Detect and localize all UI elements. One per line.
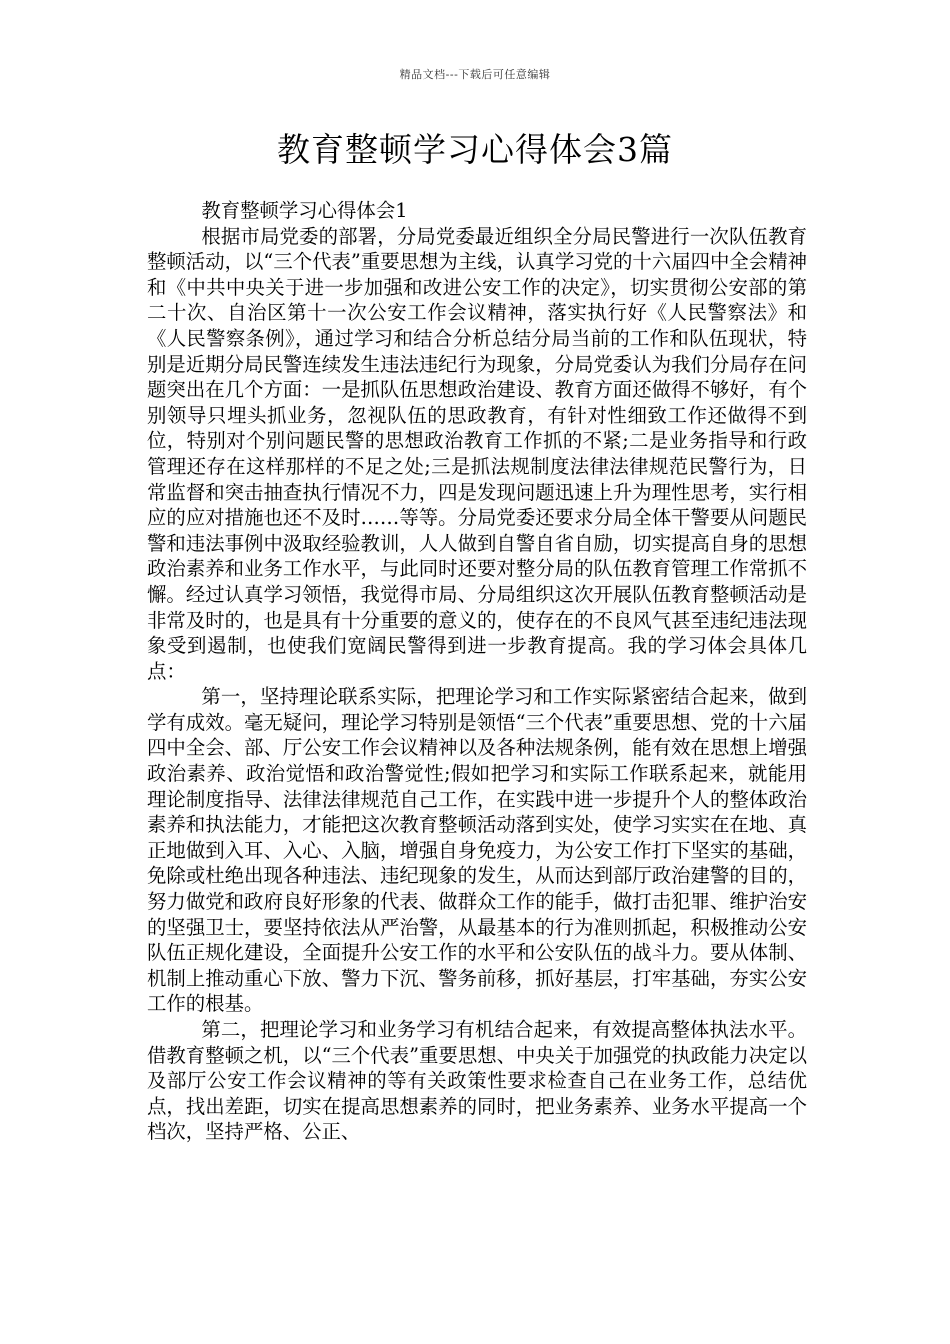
paragraph-3: 第二，把理论学习和业务学习有机结合起来，有效提高整体执法水平。借教育整顿之机，以“三个代表”重要思想、中央关于加强党的执政能力决定以及部厅公安工作会议精神的等有关政策性要求检查自己在业务工作，总结优点，找出差距，切实在提高思想素养的同时，把业务素养、业务水平提高一个档次，坚持严格、公正、: [147, 1018, 807, 1144]
document-title: 教育整顿学习心得体会3篇: [277, 130, 673, 169]
header-note: 精品文档---下载后可任意编辑: [399, 68, 551, 81]
document-body: [147, 198, 807, 1145]
section-title: 教育整顿学习心得体会1: [201, 199, 408, 222]
paragraph-2: 第一，坚持理论联系实际，把理论学习和工作实际紧密结合起来，做到学有成效。毫无疑问，理论学习特别是领悟“三个代表”重要思想、党的十六届四中全会、部、厅公安工作会议精神以及各种法规条例，能有效在思想上增强政治素养、政治觉悟和政治警觉性;假如把学习和实际工作联系起来，就能用理论制度指导、法律法律规范自己工作，在实践中进一步提升个人的整体政治素养和执法能力，才能把这次教育整顿活动落到实处，使学习实实在在地、真正地做到入耳、入心、入脑，增强自身免疫力，为公安工作打下坚实的基础，免除或杜绝出现各种违法、违纪现象的发生，从而达到部厅政治建警的目的，努力做党和政府良好形象的代表、做群众工作的能手，做打击犯罪、维护治安的坚强卫士，要坚持依法从严治警，从最基本的行为准则抓起，积极推动公安队伍正规化建设，全面提升公安工作的水平和公安队伍的战斗力。要从体制、机制上推动重心下放、警力下沉、警务前移，抓好基层，打牢基础，夯实公安工作的根基。: [147, 685, 807, 1016]
paragraph-1: 根据市局党委的部署，分局党委最近组织全分局民警进行一次队伍教育整顿活动，以“三个代表”重要思想为主线，认真学习党的十六届四中全会精神和《中共中央关于进一步加强和改进公安工作的决定》，切实贯彻公安部的第二十次、自治区第十一次公安工作会议精神，落实执行好《人民警察法》和《人民警察条例》，通过学习和结合分析总结分局当前的工作和队伍现状，特别是近期分局民警连续发生违法违纪行为现象，分局党委认为我们分局存在问题突出在几个方面：一是抓队伍思想政治建设、教育方面还做得不够好，有个别领导只埋头抓业务，忽视队伍的思政教育，有针对性细致工作还做得不到位，特别对个别问题民警的思想政治教育工作抓的不紧;二是业务指导和行政管理还存在这样那样的不足之处;三是抓法规制度法律法律规范民警行为，日常监督和突击抽查执行情况不力，四是发现问题迅速上升为理性思考，实行相应的应对措施也还不及时……等等。分局党委还要求分局全体干警要从问题民警和违法事例中汲取经验教训，人人做到自警自省自励，切实提高自身的思想政治素养和业务工作水平，与此同时还要对整分局的队伍教育管理工作常抓不懈。经过认真学习领悟，我觉得市局、分局组织这次开展队伍教育整顿活动是非常及时的，也是具有十分重要的意义的，使存在的不良风气甚至违纪违法现象受到遏制，也使我们宽阔民警得到进一步教育提高。我的学习体会具体几点：: [147, 224, 807, 683]
